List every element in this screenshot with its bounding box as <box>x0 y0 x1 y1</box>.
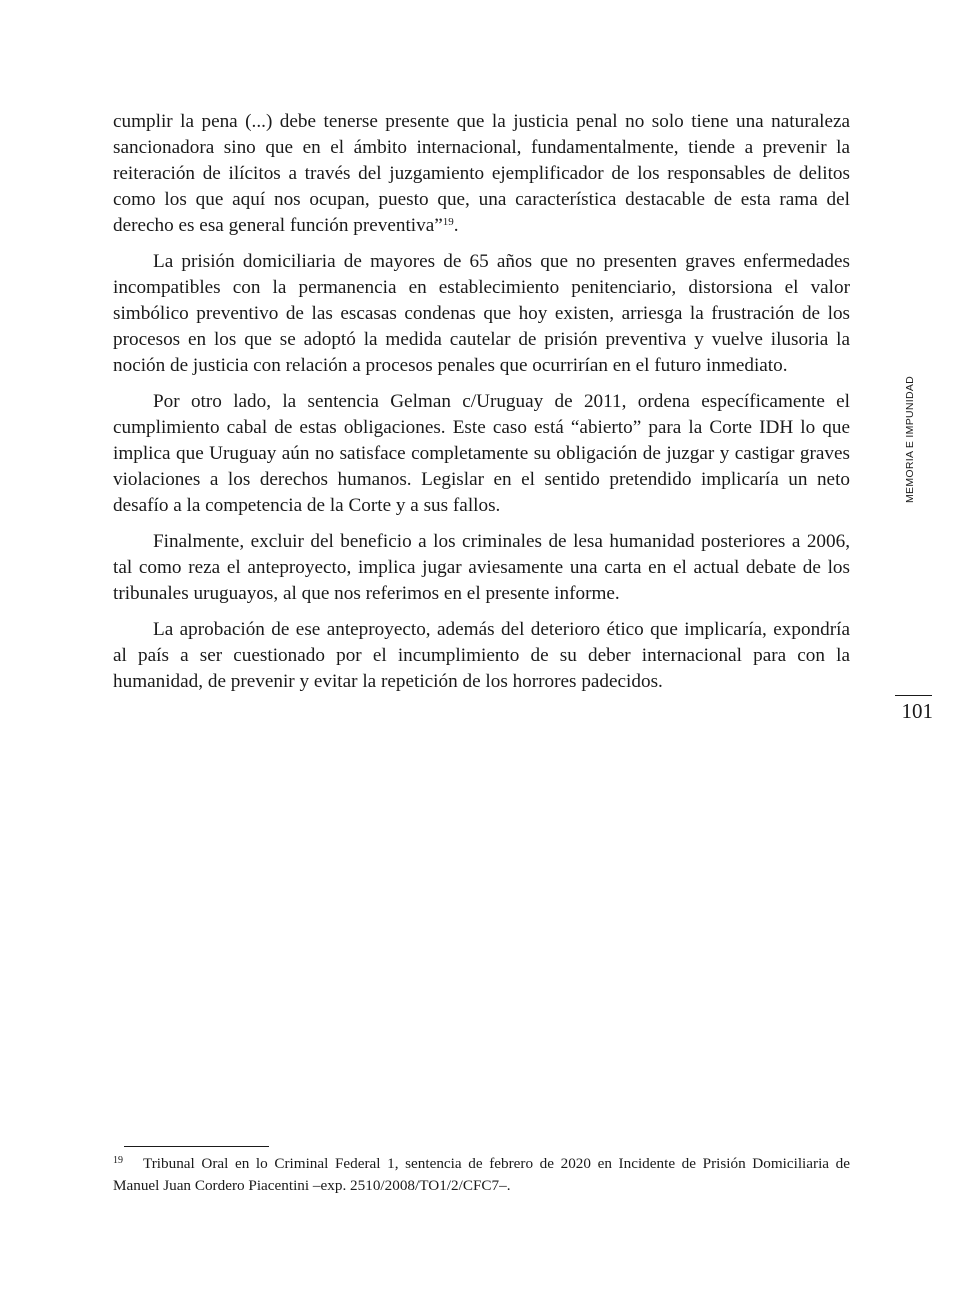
footnote-text: Tribunal Oral en lo Criminal Federal 1, sentencia de febrero de 2020 en Incidente de Prisión Domiciliaria de Manuel Juan Cordero Piacentini –exp. 2510/2008/TO1/2/CFC7–. <box>113 1155 850 1194</box>
paragraph-tail: . <box>453 215 459 236</box>
paragraph-continuation <box>113 109 850 239</box>
page-number: 101 <box>901 699 933 723</box>
paragraph: Por otro lado, la sentencia Gelman c/Uruguay de 2011, ordena específicamente el cumplimiento cabal de estas obligaciones. Este caso está “abierto” para la Corte IDH lo que implica que Uruguay aún no satisface completamente su obligación de juzgar y castigar graves violaciones a los derechos humanos. Legislar en el sentido pretendido implicaría un neto desafío a la competencia de la Corte y a sus fallos. <box>113 391 850 516</box>
paragraph: Finalmente, excluir del beneficio a los criminales de lesa humanidad posteriores a 2006, tal como reza el anteproyecto, implica jugar aviesamente una carta en el actual debate de los tribunales uruguayos, al que nos referimos en el presente informe. <box>113 531 850 604</box>
paragraph: La prisión domiciliaria de mayores de 65 años que no presenten graves enfermedades incompatibles con la permanencia en establecimiento penitenciario, distorsiona el valor simbólico preventivo de las escasas condenas que hoy existen, arriesga la frustración de los procesos en los que se adoptó la medida cautelar de prisión preventiva y vuelve ilusoria la noción de justicia con relación a procesos penales que ocurrirían en el futuro inmediato. <box>113 251 850 376</box>
footnote: 19 Tribunal Oral en lo Criminal Federal 1, sentencia de febrero de 2020 en Incidente de Prisión Domiciliaria de Manuel Juan Cordero Piacentini –exp. 2510/2008/TO1/2/CFC7–. <box>113 1155 850 1194</box>
paragraph-text: cumplir la pena (...) debe tenerse presente que la justicia penal no solo tiene una naturaleza sancionadora sino que en el ámbito internacional, fundamentalmente, tiende a prevenir la reiteración de ilícitos a través del juzgamiento ejemplificador de los responsables de delitos como los que aquí nos ocupan, puesto que, una característica destacable de esta rama del derecho es esa general función preventiva” <box>113 111 850 236</box>
footnote-divider <box>124 1146 269 1147</box>
paragraph: La aprobación de ese anteproyecto, además del deterioro ético que implicaría, expondría al país a ser cuestionado por el incumplimiento de su deber internacional para con la humanidad, de prevenir y evitar la repetición de los horrores padecidos. <box>113 619 850 692</box>
main-text <box>113 109 850 705</box>
running-section-label: MEMORIA E IMPUNIDAD <box>904 375 916 503</box>
footnote-reference[interactable]: 19 <box>442 216 454 228</box>
page-number-rule <box>895 695 932 696</box>
